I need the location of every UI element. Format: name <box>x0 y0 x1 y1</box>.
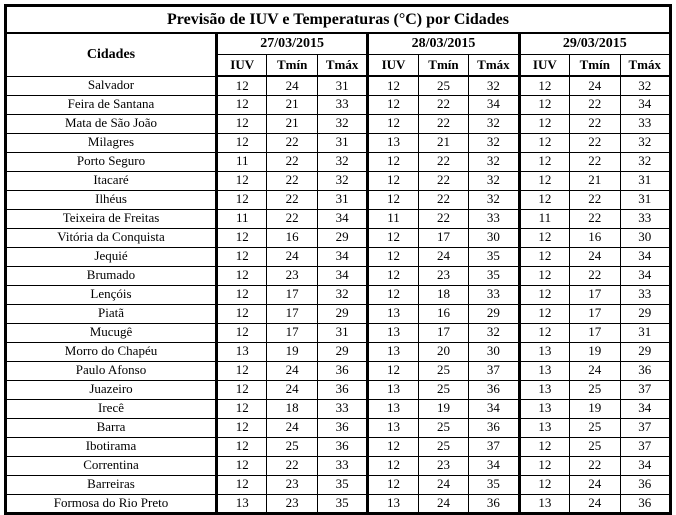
table-title: Previsão de IUV e Temperaturas (°C) por Cidades <box>6 6 671 34</box>
table-row <box>6 209 671 228</box>
value-cell: 12 <box>519 475 569 494</box>
city-cell: Lençóis <box>6 285 217 304</box>
value-cell: 11 <box>217 152 267 171</box>
value-cell: 11 <box>519 209 569 228</box>
value-cell: 29 <box>620 304 671 323</box>
value-cell: 34 <box>620 95 671 114</box>
city-cell: Correntina <box>6 456 217 475</box>
value-cell: 13 <box>519 342 569 361</box>
value-cell: 22 <box>418 152 468 171</box>
tmin-header-1: Tmín <box>267 55 317 77</box>
value-cell: 12 <box>368 361 418 380</box>
value-cell: 23 <box>418 266 468 285</box>
value-cell: 36 <box>317 380 367 399</box>
value-cell: 36 <box>469 494 519 513</box>
value-cell: 12 <box>217 76 267 95</box>
value-cell: 17 <box>418 323 468 342</box>
value-cell: 24 <box>570 475 620 494</box>
value-cell: 36 <box>620 475 671 494</box>
value-cell: 24 <box>570 76 620 95</box>
value-cell: 32 <box>469 76 519 95</box>
tmin-header-2: Tmín <box>418 55 468 77</box>
value-cell: 25 <box>418 361 468 380</box>
value-cell: 12 <box>217 95 267 114</box>
value-cell: 31 <box>620 171 671 190</box>
value-cell: 22 <box>267 190 317 209</box>
value-cell: 13 <box>368 380 418 399</box>
value-cell: 24 <box>267 380 317 399</box>
value-cell: 25 <box>418 380 468 399</box>
tmax-header-2: Tmáx <box>469 55 519 77</box>
table-row <box>6 399 671 418</box>
value-cell: 19 <box>570 399 620 418</box>
city-cell: Irecê <box>6 399 217 418</box>
value-cell: 36 <box>469 380 519 399</box>
value-cell: 24 <box>570 361 620 380</box>
date-header-1: 27/03/2015 <box>217 33 368 55</box>
value-cell: 17 <box>418 228 468 247</box>
value-cell: 12 <box>217 114 267 133</box>
value-cell: 13 <box>519 418 569 437</box>
value-cell: 12 <box>217 171 267 190</box>
value-cell: 12 <box>217 418 267 437</box>
value-cell: 32 <box>317 114 367 133</box>
value-cell: 13 <box>519 494 569 513</box>
value-cell: 35 <box>469 266 519 285</box>
value-cell: 12 <box>519 437 569 456</box>
value-cell: 29 <box>317 342 367 361</box>
value-cell: 34 <box>317 209 367 228</box>
value-cell: 33 <box>317 399 367 418</box>
value-cell: 24 <box>570 247 620 266</box>
value-cell: 32 <box>469 152 519 171</box>
tmax-header-1: Tmáx <box>317 55 367 77</box>
value-cell: 25 <box>418 76 468 95</box>
value-cell: 12 <box>368 95 418 114</box>
value-cell: 36 <box>317 437 367 456</box>
value-cell: 22 <box>267 171 317 190</box>
value-cell: 32 <box>469 323 519 342</box>
value-cell: 32 <box>469 190 519 209</box>
value-cell: 32 <box>620 133 671 152</box>
value-cell: 25 <box>267 437 317 456</box>
city-cell: Milagres <box>6 133 217 152</box>
table-row <box>6 361 671 380</box>
value-cell: 12 <box>519 323 569 342</box>
iuv-header-1: IUV <box>217 55 267 77</box>
value-cell: 12 <box>217 190 267 209</box>
city-cell: Morro do Chapéu <box>6 342 217 361</box>
value-cell: 24 <box>418 494 468 513</box>
value-cell: 12 <box>519 266 569 285</box>
value-cell: 37 <box>469 361 519 380</box>
value-cell: 11 <box>368 209 418 228</box>
table-row <box>6 247 671 266</box>
value-cell: 13 <box>368 494 418 513</box>
city-cell: Vitória da Conquista <box>6 228 217 247</box>
city-cell: Salvador <box>6 76 217 95</box>
value-cell: 31 <box>317 323 367 342</box>
value-cell: 16 <box>570 228 620 247</box>
value-cell: 12 <box>368 190 418 209</box>
value-cell: 12 <box>519 285 569 304</box>
city-cell: Juazeiro <box>6 380 217 399</box>
city-cell: Feira de Santana <box>6 95 217 114</box>
value-cell: 32 <box>469 171 519 190</box>
table-body <box>6 76 671 513</box>
table-row <box>6 475 671 494</box>
value-cell: 33 <box>620 209 671 228</box>
city-cell: Itacaré <box>6 171 217 190</box>
city-cell: Ibotirama <box>6 437 217 456</box>
value-cell: 35 <box>469 475 519 494</box>
value-cell: 20 <box>418 342 468 361</box>
value-cell: 34 <box>469 95 519 114</box>
value-cell: 33 <box>620 114 671 133</box>
value-cell: 32 <box>620 76 671 95</box>
value-cell: 12 <box>217 266 267 285</box>
value-cell: 29 <box>317 304 367 323</box>
tmin-header-3: Tmín <box>570 55 620 77</box>
value-cell: 12 <box>217 285 267 304</box>
value-cell: 32 <box>317 285 367 304</box>
value-cell: 23 <box>267 494 317 513</box>
table-row <box>6 133 671 152</box>
value-cell: 12 <box>519 304 569 323</box>
value-cell: 24 <box>418 475 468 494</box>
value-cell: 23 <box>267 475 317 494</box>
table-row <box>6 171 671 190</box>
value-cell: 33 <box>317 456 367 475</box>
value-cell: 19 <box>570 342 620 361</box>
value-cell: 37 <box>469 437 519 456</box>
value-cell: 31 <box>317 133 367 152</box>
value-cell: 36 <box>620 494 671 513</box>
value-cell: 33 <box>469 209 519 228</box>
value-cell: 25 <box>418 418 468 437</box>
city-cell: Teixeira de Freitas <box>6 209 217 228</box>
value-cell: 22 <box>418 171 468 190</box>
value-cell: 22 <box>570 266 620 285</box>
value-cell: 25 <box>570 418 620 437</box>
value-cell: 30 <box>469 228 519 247</box>
value-cell: 17 <box>570 304 620 323</box>
value-cell: 34 <box>469 399 519 418</box>
value-cell: 32 <box>620 152 671 171</box>
table-row <box>6 456 671 475</box>
value-cell: 12 <box>368 456 418 475</box>
value-cell: 16 <box>418 304 468 323</box>
table-row <box>6 285 671 304</box>
table-row <box>6 304 671 323</box>
value-cell: 13 <box>368 399 418 418</box>
value-cell: 21 <box>267 95 317 114</box>
date-header-row <box>6 33 671 55</box>
city-cell: Jequié <box>6 247 217 266</box>
value-cell: 22 <box>267 133 317 152</box>
value-cell: 30 <box>469 342 519 361</box>
value-cell: 32 <box>469 133 519 152</box>
table-row <box>6 380 671 399</box>
value-cell: 22 <box>418 190 468 209</box>
value-cell: 17 <box>570 323 620 342</box>
value-cell: 22 <box>570 114 620 133</box>
value-cell: 12 <box>217 361 267 380</box>
value-cell: 36 <box>317 361 367 380</box>
value-cell: 24 <box>267 76 317 95</box>
value-cell: 25 <box>570 437 620 456</box>
value-cell: 12 <box>217 456 267 475</box>
value-cell: 23 <box>418 456 468 475</box>
value-cell: 29 <box>317 228 367 247</box>
value-cell: 12 <box>217 399 267 418</box>
value-cell: 12 <box>519 456 569 475</box>
table-row <box>6 494 671 513</box>
value-cell: 12 <box>217 475 267 494</box>
value-cell: 13 <box>368 133 418 152</box>
value-cell: 13 <box>519 380 569 399</box>
value-cell: 25 <box>570 380 620 399</box>
city-cell: Formosa do Rio Preto <box>6 494 217 513</box>
value-cell: 31 <box>317 190 367 209</box>
value-cell: 35 <box>317 494 367 513</box>
value-cell: 24 <box>267 361 317 380</box>
value-cell: 13 <box>368 342 418 361</box>
value-cell: 12 <box>368 437 418 456</box>
value-cell: 18 <box>267 399 317 418</box>
value-cell: 12 <box>519 133 569 152</box>
value-cell: 12 <box>519 114 569 133</box>
value-cell: 22 <box>570 456 620 475</box>
date-header-3: 29/03/2015 <box>519 33 670 55</box>
value-cell: 22 <box>267 456 317 475</box>
value-cell: 31 <box>317 76 367 95</box>
value-cell: 22 <box>418 209 468 228</box>
value-cell: 22 <box>570 95 620 114</box>
value-cell: 22 <box>267 209 317 228</box>
value-cell: 12 <box>368 285 418 304</box>
value-cell: 23 <box>267 266 317 285</box>
value-cell: 37 <box>620 380 671 399</box>
value-cell: 12 <box>217 133 267 152</box>
value-cell: 12 <box>368 152 418 171</box>
table-row <box>6 114 671 133</box>
value-cell: 12 <box>368 247 418 266</box>
value-cell: 12 <box>519 228 569 247</box>
value-cell: 16 <box>267 228 317 247</box>
value-cell: 12 <box>519 247 569 266</box>
value-cell: 12 <box>217 304 267 323</box>
value-cell: 22 <box>570 152 620 171</box>
value-cell: 22 <box>570 190 620 209</box>
table-row <box>6 266 671 285</box>
value-cell: 22 <box>418 95 468 114</box>
value-cell: 12 <box>217 247 267 266</box>
tmax-header-3: Tmáx <box>620 55 671 77</box>
city-cell: Mucugê <box>6 323 217 342</box>
city-cell: Barra <box>6 418 217 437</box>
value-cell: 12 <box>217 380 267 399</box>
value-cell: 34 <box>620 456 671 475</box>
value-cell: 32 <box>469 114 519 133</box>
value-cell: 11 <box>217 209 267 228</box>
value-cell: 35 <box>317 475 367 494</box>
city-cell: Piatã <box>6 304 217 323</box>
table-row <box>6 228 671 247</box>
value-cell: 33 <box>317 95 367 114</box>
value-cell: 37 <box>620 418 671 437</box>
value-cell: 36 <box>469 418 519 437</box>
value-cell: 37 <box>620 437 671 456</box>
value-cell: 34 <box>620 399 671 418</box>
value-cell: 32 <box>317 171 367 190</box>
table-row <box>6 76 671 95</box>
forecast-table <box>4 4 672 515</box>
value-cell: 25 <box>418 437 468 456</box>
iuv-header-2: IUV <box>368 55 418 77</box>
value-cell: 21 <box>418 133 468 152</box>
value-cell: 12 <box>368 266 418 285</box>
value-cell: 13 <box>368 304 418 323</box>
value-cell: 12 <box>519 152 569 171</box>
city-cell: Paulo Afonso <box>6 361 217 380</box>
value-cell: 13 <box>519 399 569 418</box>
value-cell: 29 <box>620 342 671 361</box>
value-cell: 32 <box>317 152 367 171</box>
table-row <box>6 95 671 114</box>
city-cell: Porto Seguro <box>6 152 217 171</box>
value-cell: 12 <box>519 76 569 95</box>
city-cell: Mata de São João <box>6 114 217 133</box>
value-cell: 18 <box>418 285 468 304</box>
value-cell: 13 <box>368 323 418 342</box>
value-cell: 12 <box>519 95 569 114</box>
value-cell: 17 <box>570 285 620 304</box>
table-row <box>6 190 671 209</box>
value-cell: 31 <box>620 323 671 342</box>
table-row <box>6 437 671 456</box>
value-cell: 21 <box>570 171 620 190</box>
value-cell: 21 <box>267 114 317 133</box>
value-cell: 13 <box>368 418 418 437</box>
value-cell: 34 <box>620 266 671 285</box>
value-cell: 33 <box>620 285 671 304</box>
value-cell: 24 <box>418 247 468 266</box>
iuv-header-3: IUV <box>519 55 569 77</box>
value-cell: 12 <box>519 171 569 190</box>
value-cell: 12 <box>368 76 418 95</box>
city-cell: Ilhéus <box>6 190 217 209</box>
value-cell: 22 <box>570 133 620 152</box>
value-cell: 17 <box>267 304 317 323</box>
value-cell: 12 <box>217 228 267 247</box>
value-cell: 12 <box>368 114 418 133</box>
value-cell: 34 <box>317 247 367 266</box>
value-cell: 22 <box>570 209 620 228</box>
value-cell: 12 <box>217 437 267 456</box>
value-cell: 13 <box>217 494 267 513</box>
table-row <box>6 418 671 437</box>
value-cell: 29 <box>469 304 519 323</box>
value-cell: 12 <box>217 323 267 342</box>
cities-column-header: Cidades <box>6 33 217 76</box>
value-cell: 36 <box>620 361 671 380</box>
value-cell: 34 <box>620 247 671 266</box>
title-row <box>6 6 671 34</box>
value-cell: 12 <box>368 228 418 247</box>
value-cell: 13 <box>519 361 569 380</box>
value-cell: 12 <box>519 190 569 209</box>
value-cell: 13 <box>217 342 267 361</box>
value-cell: 31 <box>620 190 671 209</box>
value-cell: 22 <box>267 152 317 171</box>
value-cell: 12 <box>368 475 418 494</box>
value-cell: 19 <box>418 399 468 418</box>
date-header-2: 28/03/2015 <box>368 33 519 55</box>
table-row <box>6 152 671 171</box>
table-row <box>6 323 671 342</box>
value-cell: 24 <box>570 494 620 513</box>
value-cell: 12 <box>368 171 418 190</box>
value-cell: 30 <box>620 228 671 247</box>
value-cell: 33 <box>469 285 519 304</box>
value-cell: 17 <box>267 285 317 304</box>
table-row <box>6 342 671 361</box>
value-cell: 34 <box>317 266 367 285</box>
value-cell: 35 <box>469 247 519 266</box>
value-cell: 17 <box>267 323 317 342</box>
value-cell: 36 <box>317 418 367 437</box>
value-cell: 34 <box>469 456 519 475</box>
value-cell: 24 <box>267 247 317 266</box>
value-cell: 19 <box>267 342 317 361</box>
city-cell: Barreiras <box>6 475 217 494</box>
value-cell: 22 <box>418 114 468 133</box>
city-cell: Brumado <box>6 266 217 285</box>
value-cell: 24 <box>267 418 317 437</box>
